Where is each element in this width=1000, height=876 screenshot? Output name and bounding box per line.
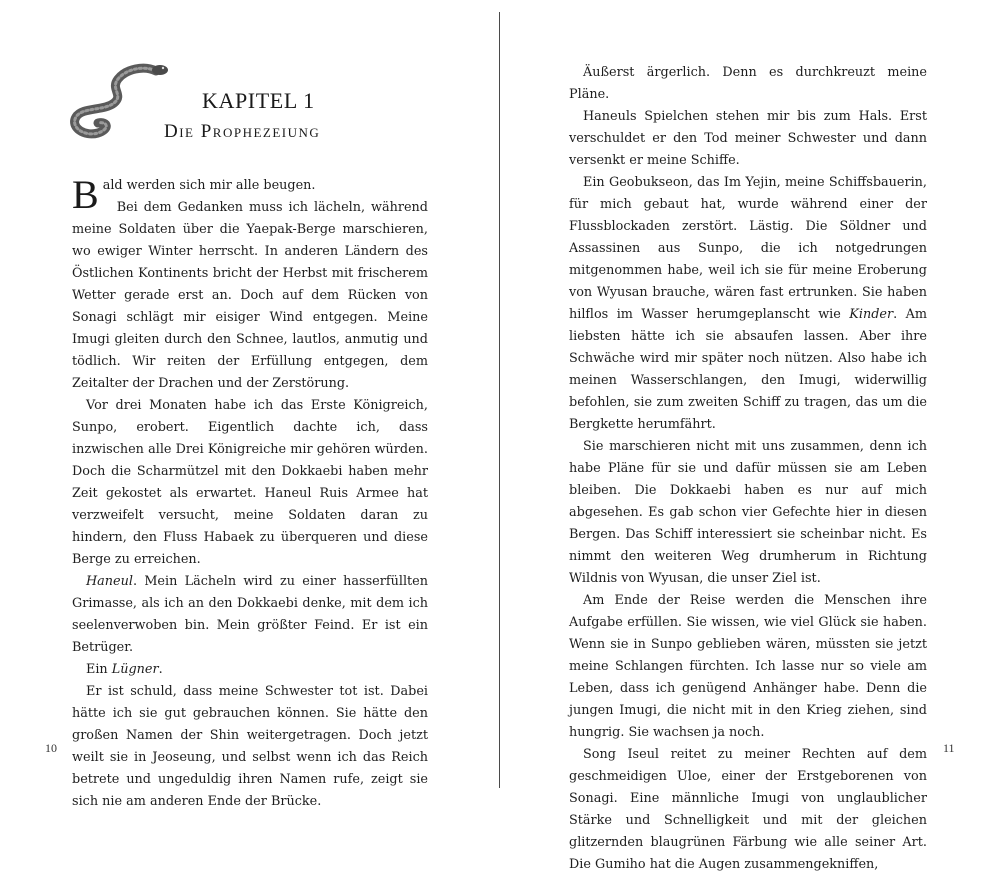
paragraph: Äußerst ärgerlich. Denn es durchkreuzt meine Pläne. xyxy=(569,65,927,102)
paragraph: Ein Geobukseon, das Im Yejin, meine Schiffsbauerin, für mich gebaut hat, wurde während einer der Flussblockaden zerstört. Lästig. Die Söldner und Assassinen aus Sunpo, die ich notgedrungen mitgenommen habe, weil ich sie für meine Eroberung von Wyusan brauche, wären fast ertrunken. Sie haben hilflos im Wasser herumgeplanscht wie Kinder. Am liebsten hätte ich sie absaufen lassen. Aber ihre Schwäche wird mir später noch nützen. Also habe ich meinen Wasserschlangen, den Imugi, widerwillig befohlen, sie zum zweiten Schiff zu tragen, das um die Bergkette herumfährt. xyxy=(569,175,927,432)
paragraph: Ein Lügner. xyxy=(86,662,163,677)
snake-ornament-icon xyxy=(64,59,168,143)
right-page-text xyxy=(569,62,927,876)
paragraph: Haneuls Spielchen stehen mir bis zum Hals. Erst verschuldet er den Tod meiner Schwester und dann versenkt er meine Schiffe. xyxy=(569,109,927,168)
paragraph: Bald werden sich mir alle beugen. xyxy=(72,172,316,217)
paragraph: Bei dem Gedanken muss ich lächeln, während meine Soldaten über die Yaepak-Berge marschieren, wo ewiger Winter herrscht. In anderen Ländern des Östlichen Kontinents bricht der Herbst mit frischerem Wetter gerade erst an. Doch auf dem Rücken von Sonagi schlägt mir eisiger Wind entgegen. Meine Imugi gleiten durch den Schnee, lautlos, anmutig und tödlich. Wir reiten der Erfüllung entgegen, dem Zeitalter der Drachen und der Zerstörung. xyxy=(72,200,428,391)
paragraph: Am Ende der Reise werden die Menschen ihre Aufgabe erfüllen. Sie wissen, wie viel Glück sie haben. Wenn sie in Sunpo geblieben wären, müssten sie jetzt meine Schlangen fürchten. Ich lasse nur so viele am Leben, dass ich genügend Anhänger habe. Denn die jungen Imugi, die nicht mit in den Krieg ziehen, sind hungrig. Sie wachsen ja noch. xyxy=(569,593,927,740)
left-page xyxy=(72,55,428,813)
chapter-number: KAPITEL 1 xyxy=(202,88,315,113)
chapter-heading xyxy=(72,55,428,175)
paragraph: Er ist schuld, dass meine Schwester tot ist. Dabei hätte ich sie gut gebrauchen können. Sie hätte den großen Namen der Shin weitergetragen. Doch jetzt weilt sie in Jeoseung, und selbst wenn ich das Reich betrete und ungeduldig ihren Namen rufe, zeigt sie sich nie am anderen Ende der Brücke. xyxy=(72,684,428,809)
chapter-title: Die Prophezeiung xyxy=(164,121,321,142)
paragraph: Sie marschieren nicht mit uns zusammen, denn ich habe Pläne für sie und dafür müssen sie am Leben bleiben. Die Dokkaebi haben es nur auf mich abgesehen. Es gab schon vier Gefechte hier in diesen Bergen. Das Schiff interessiert sie scheinbar nicht. Es nimmt den weiteren Weg drumherum in Richtung Wildnis von Wyusan, die unser Ziel ist. xyxy=(569,439,927,586)
page-number-left: 10 xyxy=(45,741,57,755)
page-number-right: 11 xyxy=(943,741,955,755)
page-gutter xyxy=(499,12,500,788)
paragraph: Song Iseul reitet zu meiner Rechten auf dem geschmeidigen Uloe, einer der Erstgeborenen von Sonagi. Eine männliche Imugi von unglaublicher Stärke und Schnelligkeit und mit der gleichen glitzernden blaugrünen Färbung wie alle seiner Art. Die Gumiho hat die Augen zusammengekniffen, xyxy=(569,747,927,872)
paragraph: Haneul. Mein Lächeln wird zu einer hasserfüllten Grimasse, als ich an den Dokkaebi denke, mit dem ich seelenverwoben bin. Mein größter Feind. Er ist ein Betrüger. xyxy=(72,574,428,655)
drop-cap: B xyxy=(72,172,99,217)
right-page xyxy=(569,62,927,876)
left-page-text xyxy=(72,172,428,813)
paragraph: Vor drei Monaten habe ich das Erste Königreich, Sunpo, erobert. Eigentlich dachte ich, dass inzwischen alle Drei Königreiche mir gehören würden. Doch die Scharmützel mit den Dokkaebi haben mehr Zeit gekostet als erwartet. Haneul Ruis Armee hat verzweifelt versucht, meine Soldaten daran zu hindern, den Fluss Habaek zu überqueren und diese Berge zu erreichen. xyxy=(72,398,428,567)
